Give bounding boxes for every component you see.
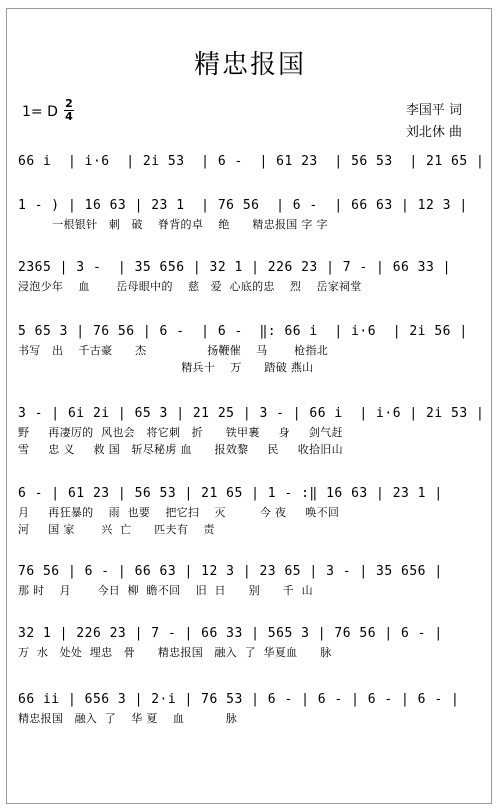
score-line xyxy=(18,258,484,295)
time-signature-top: 2 xyxy=(65,97,73,110)
notation-row: 3 - | 6i 2i | 65 3 | 21 25 | 3 - | 66 i | i·6 | 2i 53 | xyxy=(18,406,485,421)
lyric-row: 河 国 家 兴 亡 匹夫有 责 xyxy=(18,523,215,536)
score-line xyxy=(18,690,484,727)
time-signature xyxy=(64,98,74,123)
lyric-row: 雪 忠 义 救 国 斩尽秘虏 血 报效黎 民 收拾旧山 xyxy=(18,443,343,456)
score-line xyxy=(18,404,484,458)
song-title: 精忠报国 xyxy=(193,50,306,80)
notation-row: 6 - | 61 23 | 56 53 | 21 65 | 1 - :‖ 16 63 | 23 1 | xyxy=(18,486,443,501)
notation-row: 1 - ) | 16 63 | 23 1 | 76 56 | 6 - | 66 63 | 12 3 | xyxy=(18,198,468,213)
score-line xyxy=(18,196,484,233)
score-line xyxy=(18,562,484,599)
notation-row: 66 i | i·6 | 2i 53 | 6 - | 61 23 | 56 53 | 21 65 | xyxy=(18,154,485,169)
notation-row: 76 56 | 6 - | 66 63 | 12 3 | 23 65 | 3 - | 35 656 | xyxy=(18,564,443,579)
lyric-row: 精兵十 万 踏破 燕山 xyxy=(18,361,314,374)
score-line xyxy=(18,322,484,376)
credits xyxy=(406,100,462,144)
notation-row: 66 ii | 656 3 | 2·i | 76 53 | 6 - | 6 - | 6 - | 6 - | xyxy=(18,692,460,707)
composer: 刘北休 曲 xyxy=(405,125,462,140)
lyric-row: 野 再凄厉的 风也会 将它刺 折 铁甲裹 身 剑气赶 xyxy=(18,426,343,439)
time-signature-bottom: 4 xyxy=(65,110,73,123)
score-line xyxy=(18,624,484,661)
lyric-row: 万 水 处处 埋忠 骨 精忠报国 融入 了 华夏血 脉 xyxy=(18,646,332,659)
notation-row: 32 1 | 226 23 | 7 - | 66 33 | 565 3 | 76 56 | 6 - | xyxy=(18,626,443,641)
lyric-row: 精忠报国 融入 了 华 夏 血 脉 xyxy=(18,712,238,725)
lyric-row: 月 再狂暴的 雨 也要 把它扫 灭 今 夜 唤不回 xyxy=(18,506,340,519)
lyric-row: 那 时 月 今日 柳 瞻不回 旧 日 别 千 山 xyxy=(18,584,313,597)
lyric-row: 一根银针 刺 破 脊背的卓 绝 精忠报国 字 字 xyxy=(18,218,328,231)
lyric-row: 书写 出 千古豪 杰 扬鞭催 马 枪指北 xyxy=(18,344,329,357)
key-signature: 1= D xyxy=(22,104,58,120)
notation-row: 5 65 3 | 76 56 | 6 - | 6 - ‖: 66 i | i·6 | 2i 56 | xyxy=(18,324,468,339)
score-line xyxy=(18,484,484,538)
lyric-row: 浸泡少年 血 岳母眼中的 慈 爱 心底的忠 烈 岳家祠堂 xyxy=(18,280,362,293)
notation-row: 2365 | 3 - | 35 656 | 32 1 | 226 23 | 7 - | 66 33 | xyxy=(18,260,451,275)
score-line xyxy=(18,152,484,172)
lyricist: 李国平 词 xyxy=(405,103,462,118)
